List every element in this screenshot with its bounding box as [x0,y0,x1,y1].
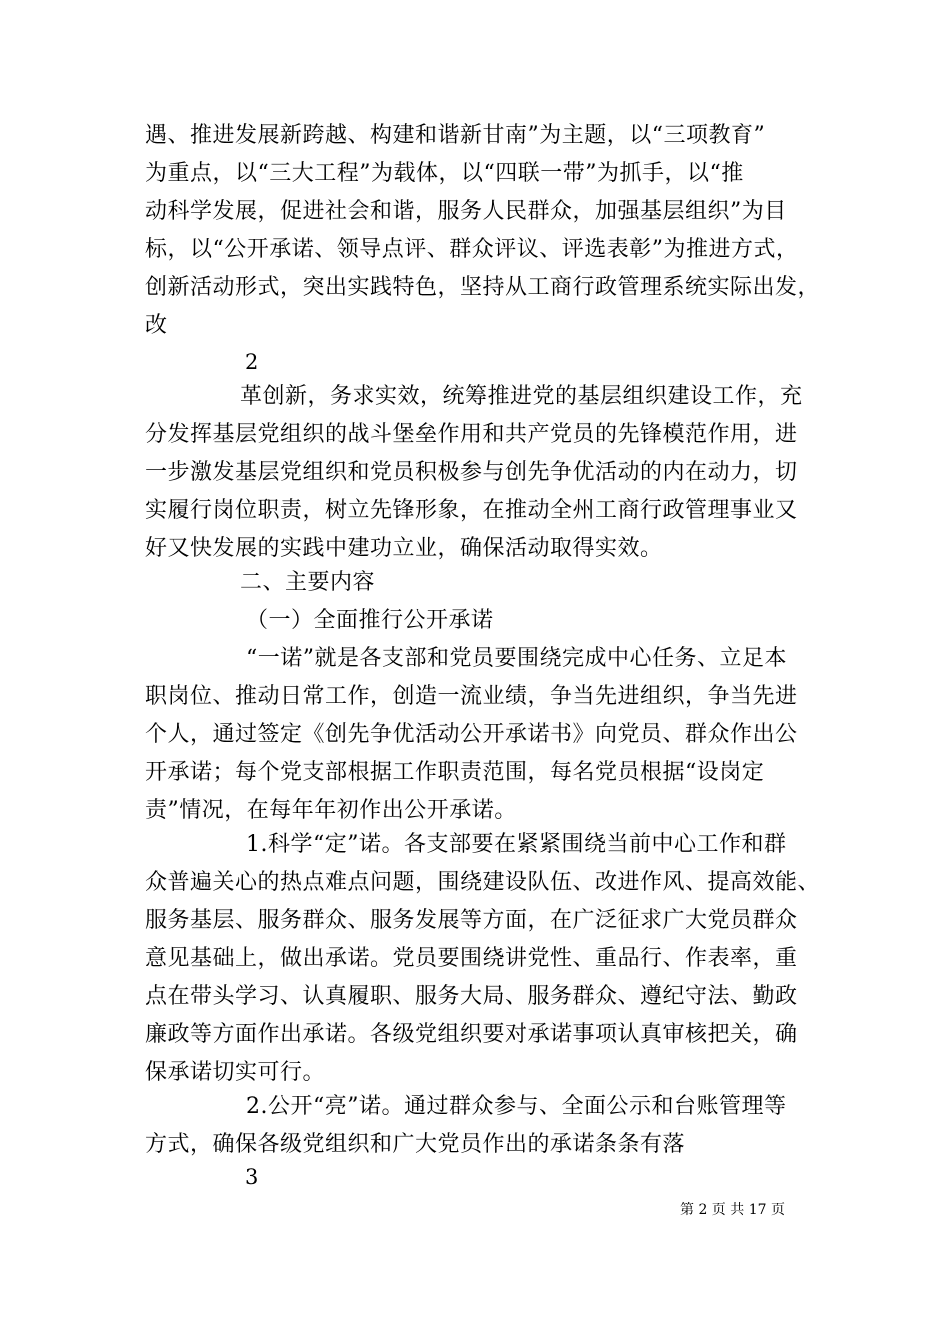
body-text-line: 改 [145,313,168,338]
body-text-line: 2.公开“亮”诺。通过群众参与、全面公示和台账管理等 [246,1094,787,1119]
page-number-marker: 3 [245,1165,259,1189]
body-text-line: 责”情况，在每年年初作出公开承诺。 [145,798,517,823]
page-footer: 第 2 页 共 17 页 [680,1202,785,1218]
body-text-line: 标，以“公开承诺、领导点评、群众评议、评选表彰”为推进方式， [145,237,799,262]
body-text-line: 众普遍关心的热点难点问题，围绕建设队伍、改进作风、提高效能、 [145,870,821,895]
body-text-line: 革创新，务求实效，统筹推进党的基层组织建设工作，充 [240,384,803,409]
subsection-heading: （一）全面推行公开承诺 [246,608,494,633]
body-text-line: 廉政等方面作出承诺。各级党组织要对承诺事项认真审核把关，确 [145,1022,798,1047]
page-number-marker: 2 [245,350,259,374]
body-text-line: 个人，通过签定《创先争优活动公开承诺书》向党员、群众作出公 [145,722,798,747]
body-text-line: 为重点，以“三大工程”为载体，以“四联一带”为抓手，以“推 [145,161,744,186]
section-heading: 二、主要内容 [240,570,376,595]
body-text-line: 开承诺；每个党支部根据工作职责范围，每名党员根据“设岗定 [145,760,765,785]
body-text-line: “一诺”就是各支部和党员要围绕完成中心任务、立足本 [246,646,787,671]
body-text-line: 创新活动形式，突出实践特色，坚持从工商行政管理系统实际出发， [145,275,821,300]
body-text-line: 分发挥基层党组织的战斗堡垒作用和共产党员的先锋模范作用，进 [145,422,798,447]
body-text-line: 一步激发基层党组织和党员积极参与创先争优活动的内在动力，切 [145,460,798,485]
body-text-line: 保承诺切实可行。 [145,1060,326,1085]
body-text-line: 实履行岗位职责，树立先锋形象，在推动全州工商行政管理事业又 [145,498,798,523]
body-text-line: 服务基层、服务群众、服务发展等方面，在广泛征求广大党员群众 [145,908,798,933]
body-text-line: 遇、推进发展新跨越、构建和谐新甘南”为主题，以“三项教育” [145,123,766,148]
body-text-line: 好又快发展的实践中建功立业，确保活动取得实效。 [145,536,663,561]
body-text-line: 动科学发展，促进社会和谐，服务人民群众，加强基层组织”为目 [145,199,787,224]
body-text-line: 意见基础上，做出承诺。党员要围绕讲党性、重品行、作表率，重 [145,946,798,971]
body-text-line: 方式，确保各级党组织和广大党员作出的承诺条条有落 [145,1132,686,1157]
body-text-line: 点在带头学习、认真履职、服务大局、服务群众、遵纪守法、勤政 [145,984,798,1009]
body-text-line: 1.科学“定”诺。各支部要在紧紧围绕当前中心工作和群 [246,832,787,857]
body-text-line: 职岗位、推动日常工作，创造一流业绩，争当先进组织，争当先进 [145,684,798,709]
